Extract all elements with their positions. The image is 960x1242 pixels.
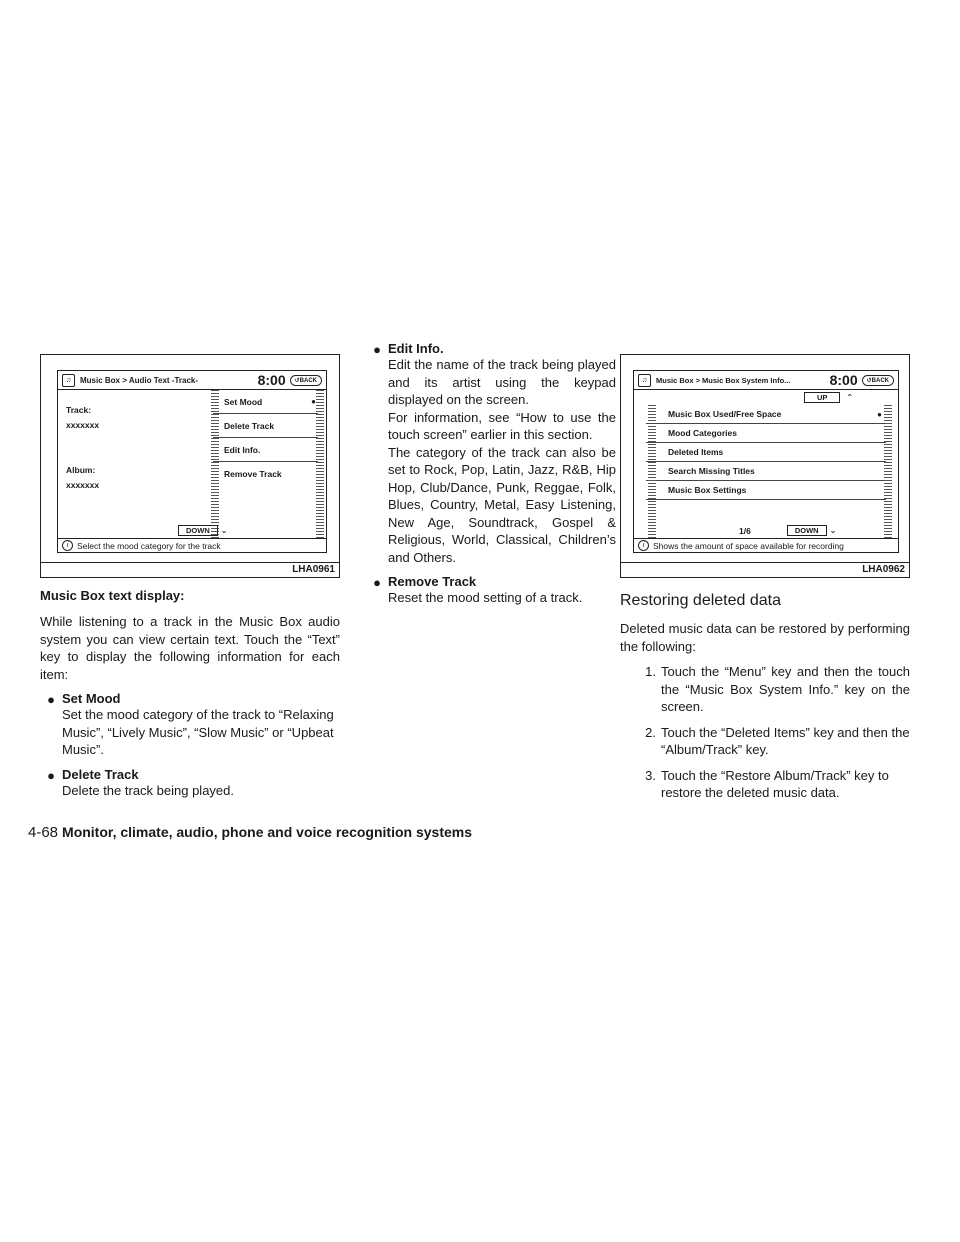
step-text: Touch the “Restore Album/Track” key to restore the deleted music data. — [661, 767, 889, 800]
back-button[interactable]: ↺BACK — [290, 375, 322, 386]
step-number: 2. — [645, 724, 656, 740]
menu-item-set-mood[interactable]: Set Mood ● — [213, 390, 318, 414]
bullet-icon: ● — [47, 692, 55, 707]
up-button[interactable]: UP — [804, 392, 840, 403]
section-heading: Music Box text display: — [40, 588, 185, 603]
info-text: Shows the amount of space available for recording — [653, 540, 844, 551]
down-button[interactable]: DOWN — [787, 525, 827, 536]
intro-paragraph: Deleted music data can be restored by performing the following: — [620, 621, 910, 654]
menu-item-edit-info[interactable]: Edit Info. — [213, 438, 318, 462]
item-text: Set the mood category of the track to “Relaxing Music”, “Lively Music”, “Slow Music” or “Upbeat Music”. — [62, 707, 334, 757]
up-key-row — [804, 392, 853, 403]
album-value: xxxxxxx — [66, 480, 100, 490]
right-column — [620, 354, 910, 802]
page-indicator: 1/6 — [739, 525, 751, 536]
back-button[interactable]: ↺BACK — [862, 375, 894, 386]
info-text: Select the mood category for the track — [77, 540, 221, 551]
screen-info-bar — [634, 538, 898, 552]
chevron-down-icon: ⌄ — [220, 526, 228, 535]
list-item — [366, 574, 616, 607]
breadcrumb: Music Box > Audio Text -Track- — [80, 375, 199, 385]
music-box-icon: ♫ — [638, 374, 651, 387]
list-item — [366, 341, 616, 566]
intro-paragraph: While listening to a track in the Music Box audio system you can view certain text. Touch the “Text” key to display the following information for each item: — [40, 614, 340, 682]
figure-code: LHA0961 — [292, 564, 335, 575]
scroll-dot-icon: ● — [311, 397, 316, 406]
list-item — [40, 767, 340, 800]
album-label: Album: — [66, 465, 96, 475]
chapter-title: Monitor, climate, audio, phone and voice recognition systems — [62, 824, 472, 840]
item-title: Set Mood — [62, 691, 121, 706]
left-column — [40, 354, 340, 799]
menu-list — [646, 405, 886, 538]
list-item — [620, 767, 910, 802]
info-icon: i — [62, 540, 73, 551]
clock: 8:00 — [257, 372, 286, 388]
chevron-down-icon: ⌄ — [829, 526, 837, 535]
menu-item-mood-categories[interactable]: Mood Categories — [646, 424, 886, 443]
track-info — [66, 403, 99, 493]
breadcrumb: Music Box > Music Box System Info... — [656, 375, 791, 385]
screen-mockup — [57, 370, 327, 553]
down-key-row — [739, 525, 836, 536]
menu-item-deleted-items[interactable]: Deleted Items — [646, 443, 886, 462]
music-box-icon: ♫ — [62, 374, 75, 387]
figure-system-info — [620, 354, 910, 578]
section-title: Restoring deleted data — [620, 592, 781, 609]
item-title: Remove Track — [388, 574, 477, 589]
step-text: Touch the “Deleted Items” key and then the “Album/Track” key. — [661, 724, 910, 757]
item-title: Edit Info. — [388, 341, 444, 356]
down-key-row — [178, 525, 227, 536]
menu-item-remove-track[interactable]: Remove Track — [224, 469, 282, 479]
list-item — [620, 663, 910, 716]
clock: 8:00 — [829, 372, 858, 388]
list-item — [40, 691, 340, 759]
chevron-up-icon: ⌃ — [846, 393, 854, 402]
bullet-icon: ● — [373, 342, 381, 357]
item-title: Delete Track — [62, 766, 139, 782]
item-text: Reset the mood setting of a track. — [388, 590, 583, 605]
page-footer — [28, 824, 472, 841]
scroll-track-right[interactable] — [884, 405, 892, 538]
track-value: xxxxxxx — [66, 420, 100, 430]
scroll-dot-icon: ● — [877, 409, 882, 419]
down-button[interactable]: DOWN — [178, 525, 218, 536]
step-number: 3. — [645, 767, 656, 783]
menu-list — [213, 390, 318, 538]
middle-column — [366, 341, 616, 607]
step-text: Touch the “Menu” key and then the touch the “Music Box System Info.” key on the screen. — [661, 664, 910, 714]
menu-item-music-box-settings[interactable]: Music Box Settings — [646, 481, 886, 500]
back-arrow-icon: ↺ — [866, 377, 872, 384]
track-label: Track: — [66, 405, 92, 415]
figure-code: LHA0962 — [862, 564, 905, 575]
screen-title-bar — [634, 371, 898, 390]
menu-item-used-free-space[interactable]: Music Box Used/Free Space ● — [646, 405, 886, 424]
item-text: Delete the track being played. — [62, 782, 234, 798]
screen-title-bar — [58, 371, 326, 390]
back-arrow-icon: ↺ — [294, 377, 300, 384]
scroll-track-left — [648, 405, 656, 538]
bullet-icon: ● — [373, 575, 381, 590]
item-text: For information, see “How to use the touch screen” earlier in this section. — [388, 409, 616, 442]
screen-mockup — [633, 370, 899, 553]
bullet-icon: ● — [47, 767, 55, 783]
page-number: 4-68 — [28, 824, 59, 841]
list-item — [620, 724, 910, 759]
item-text: The category of the track can also be set to Rock, Pop, Latin, Jazz, R&B, Hip Hop, Club/Dance, Punk, Reggae, Folk, Blues, Country, Metal, Easy Listening, New Age, Soundtrack, Gospel & Religious, World, Classical, Children’s and Others. — [388, 444, 616, 565]
step-number: 1. — [645, 664, 656, 679]
menu-item-delete-track[interactable]: Delete Track — [213, 414, 318, 438]
figure-audio-text — [40, 354, 340, 578]
menu-item-search-missing-titles[interactable]: Search Missing Titles — [646, 462, 886, 481]
item-text: Edit the name of the track being played and its artist using the keypad displayed on the screen. — [388, 357, 616, 407]
info-icon: i — [638, 540, 649, 551]
screen-info-bar — [58, 538, 326, 552]
